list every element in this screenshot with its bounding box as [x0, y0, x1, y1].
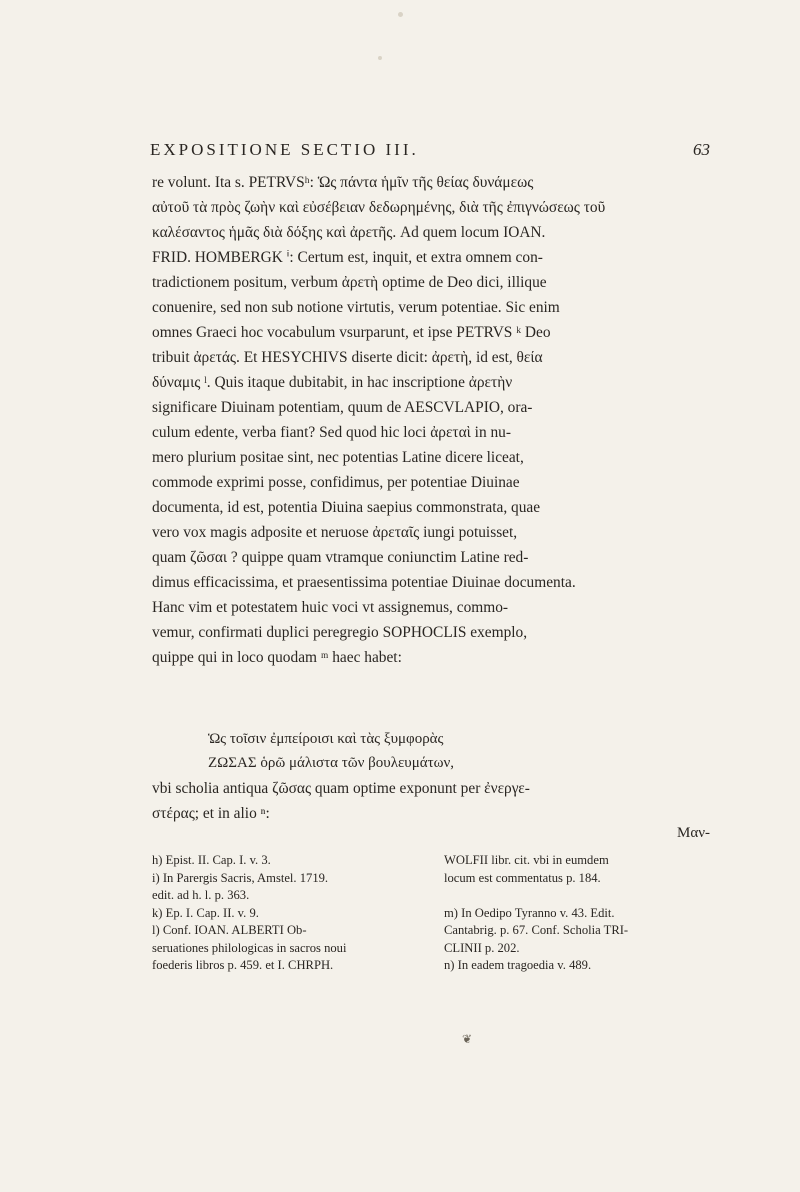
footnote-line: Cantabrig. p. 67. Conf. Scholia TRI- [444, 923, 629, 937]
footnotes-left-column [152, 852, 420, 975]
catchword: Μαν- [677, 825, 710, 841]
text-line: documenta, id est, potentia Diuina saepius commonstrata, quae [152, 499, 541, 516]
footnotes-right-column [444, 852, 712, 975]
text-line: mero plurium positae sint, nec potentias Latine dicere liceat, [152, 449, 524, 466]
footnote-line: seruationes philologicas in sacros noui [152, 940, 347, 955]
text-line: quam ζῶσαι ? quippe quam vtramque coniunctim Latine red- [152, 549, 529, 566]
footnote-line: k) Ep. I. Cap. II. v. 9. [152, 905, 259, 920]
text-line: tribuit ἀρετάς. Et HESYCHIVS diserte dicit: ἀρετὴ, id est, θεία [152, 349, 543, 366]
continuation-text [152, 776, 712, 826]
running-title: EXPOSITIONE SECTIO III. [150, 140, 419, 159]
text-line: vero vox magis adposite et neruose ἀρεταῖς iungi potuisset, [152, 524, 518, 541]
verse-quotation [208, 727, 688, 775]
text-line: culum edente, verba fiant? Sed quod hic loci ἀρεταὶ in nu- [152, 424, 511, 441]
paper-stain [398, 12, 403, 17]
text-line: conuenire, sed non sub notione virtutis, verum potentiae. Sic enim [152, 299, 560, 316]
main-text [152, 170, 712, 670]
text-line: tradictionem positum, verbum ἀρετὴ optime de Deo dici, illique [152, 274, 547, 291]
footnote-line [444, 887, 712, 905]
footnote-line: n) In eadem tragoedia v. 489. [444, 958, 592, 972]
verse-line: ΖΩΣΑΣ ὁρῶ μάλιστα τῶν βουλευμάτων, [208, 755, 455, 771]
verse-line: Ὡς τοῖσιν ἐμπείροισι καὶ τὰς ξυμφορὰς [208, 731, 444, 747]
text-line: omnes Graeci hoc vocabulum vsurparunt, et ipse PETRVS ᵏ Deo [152, 324, 551, 341]
footnotes [152, 852, 712, 975]
footnote-line: locum est commentatus p. 184. [444, 870, 601, 885]
text-line: FRID. HOMBERGK ⁱ: Certum est, inquit, et extra omnem con- [152, 249, 543, 266]
text-line: δύναμις ˡ. Quis itaque dubitabit, in hac inscriptione ἀρετὴν [152, 374, 513, 391]
footnote-line: CLINII p. 202. [444, 940, 520, 955]
footnote-line: foederis libros p. 459. et I. CHRPH. [152, 958, 334, 972]
text-line: quippe qui in loco quodam ᵐ haec habet: [152, 649, 402, 666]
footnote-line: m) In Oedipo Tyranno v. 43. Edit. [444, 905, 615, 920]
text-line: στέρας; et in alio ⁿ: [152, 805, 270, 822]
text-line: καλέσαντος ἡμᾶς διὰ δόξης καὶ ἀρετῆς. Ad quem locum IOAN. [152, 224, 546, 241]
text-line: re volunt. Ita s. PETRVSʰ: Ὡς πάντα ἡμῖν τῆς θείας δυνάμεως [152, 174, 534, 191]
text-line: vemur, confirmati duplici peregregio SOPHOCLIS exemplo, [152, 624, 528, 641]
text-line: vbi scholia antiqua ζῶσας quam optime exponunt per ἐνεργε- [152, 780, 530, 797]
footnote-line: i) In Parergis Sacris, Amstel. 1719. [152, 870, 329, 885]
footnote-line: edit. ad h. l. p. 363. [152, 888, 250, 902]
paper-stain [378, 56, 382, 60]
footnote-line: l) Conf. IOAN. ALBERTI Ob- [152, 923, 307, 937]
text-line: significare Diuinam potentiam, quum de AESCVLAPIO, ora- [152, 399, 533, 416]
footnote-line: WOLFII libr. cit. vbi in eumdem [444, 853, 609, 867]
footnote-line: h) Epist. II. Cap. I. v. 3. [152, 853, 271, 867]
printer-ornament: ❦ [462, 1032, 473, 1046]
text-line: αὐτοῦ τὰ πρὸς ζωὴν καὶ εὐσέβειαν δεδωρημένης, διὰ τῆς ἐπιγνώσεως τοῦ [152, 199, 606, 216]
text-line: dimus efficacissima, et praesentissima potentiae Diuinae documenta. [152, 574, 576, 591]
page-number: 63 [693, 140, 710, 159]
running-header [150, 140, 710, 160]
text-line: commode exprimi posse, confidimus, per potentiae Diuinae [152, 474, 520, 491]
text-line: Hanc vim et potestatem huic voci vt assignemus, commo- [152, 599, 509, 616]
